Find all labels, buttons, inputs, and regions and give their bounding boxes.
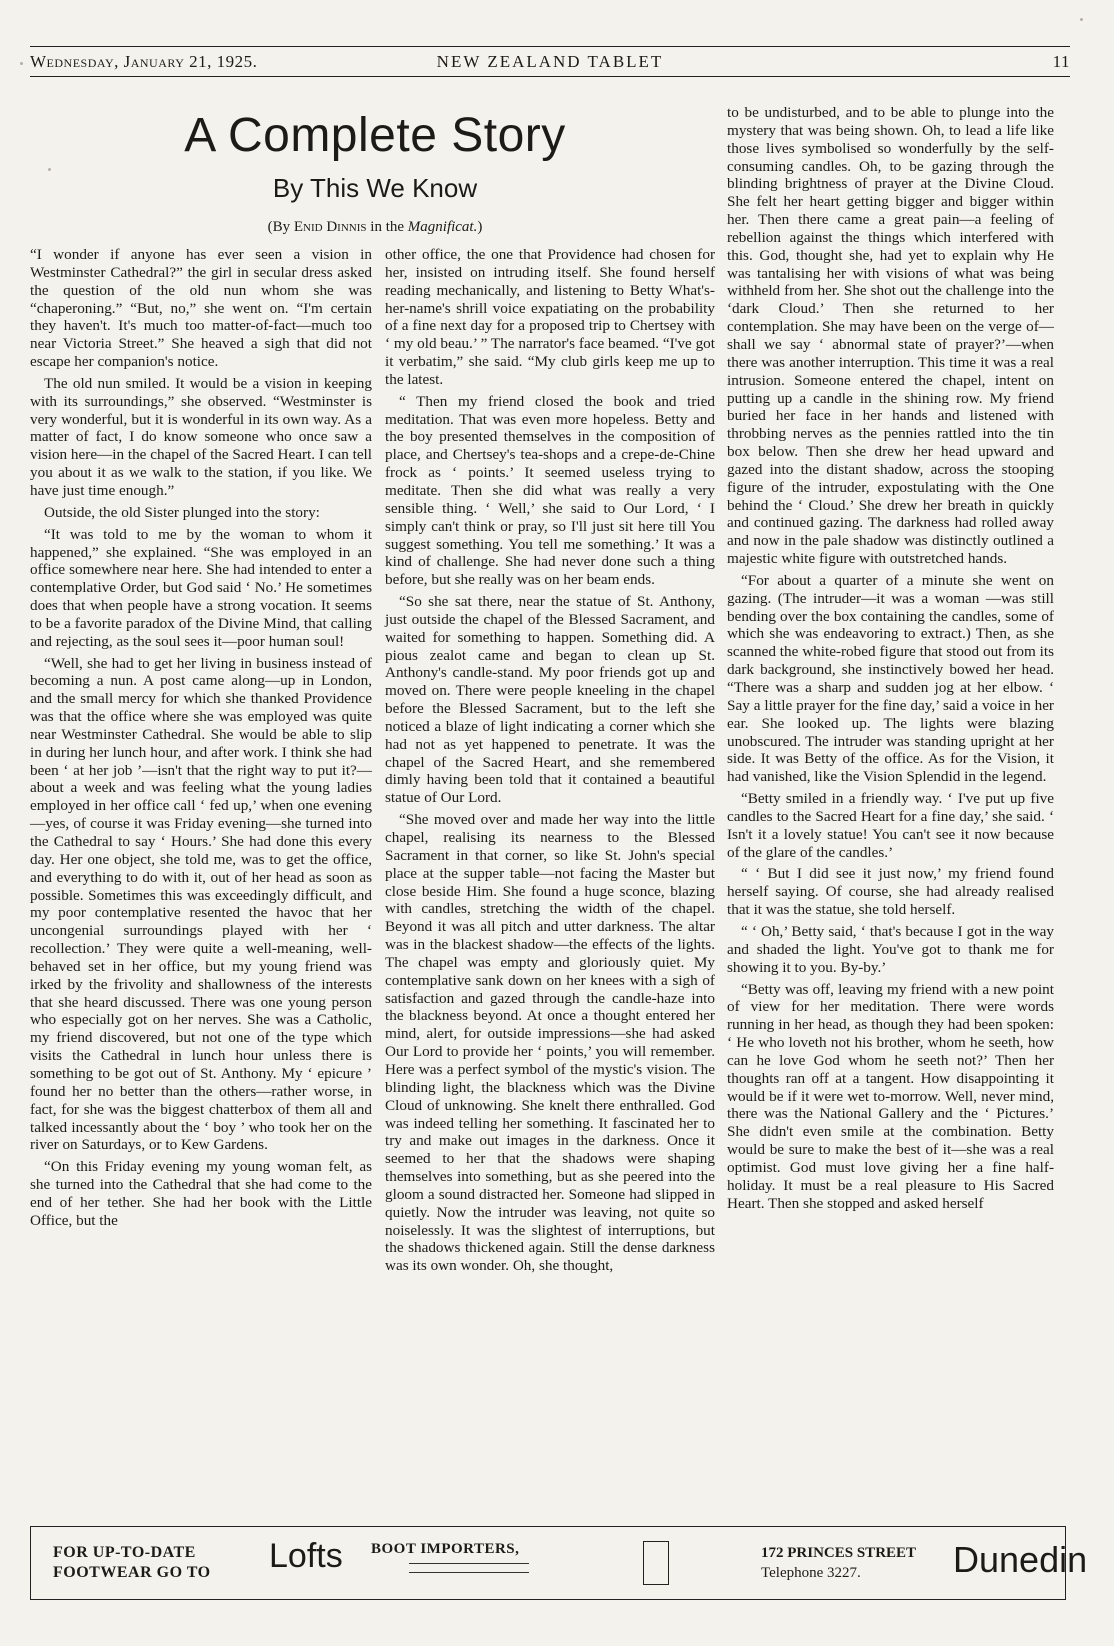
article-heading (30, 108, 720, 236)
byline-in: in the (370, 219, 405, 235)
paragraph: “ ‘ Oh,’ Betty said, ‘ that's because I got in the way and shaded the light. You've got to thank me for showing it to you. By-by.’ (727, 922, 1054, 976)
paper-speck (48, 168, 51, 171)
paragraph: other office, the one that Providence had chosen for her, insisted on intruding itself. She found herself reading mechanically, and listening to Betty What's-her-name's shrill voice expatiating on the probability of a fine next day for a proposed trip to Chertsey with ‘ my old beau.’ ” The narrator's face beamed. “I've got it verbatim,” she said. “My club girls keep me up to the latest. (385, 246, 715, 388)
footwear-advertisement (30, 1526, 1088, 1600)
article-title: A Complete Story (184, 109, 566, 162)
byline-suffix: ) (477, 219, 483, 235)
paragraph: “ ‘ But I did see it just now,’ my friend found herself saying. Of course, she had already realised that it was the statue, she told herself. (727, 865, 1054, 919)
article-subtitle: By This We Know (272, 173, 478, 203)
ad-brand: Lofts (269, 1537, 343, 1575)
ad-city: Dunedin (953, 1539, 1088, 1580)
paragraph: “So she sat there, near the statue of St. Anthony, just outside the chapel of the Blessed Sacrament, and waited for something to happen. Something did. A pious zealot came and began to clean up St. Anthony's candle-stand. My poor friends got up and moved on. There were people kneeling in the chapel before the Blessed Sacrament, but to the left she noticed a blaze of light indicating a corner which she had not as yet happened to penetrate. It was the chapel of the Sacred Heart, and she remembered dimly having been told that it contained a beautiful statue of Our Lord. (385, 593, 715, 807)
paragraph: “ Then my friend closed the book and tried meditation. That was even more hopeless. Betty and the boy presented themselves in the composition of place, and Chertsey's tea-shops and a crepe-de-Chine frock as ‘ points.’ It seemed useless trying to meditate. Then she did what was really a very sensible thing. ‘ Well,’ she said to Our Lord, ‘ I simply can't think or pray, so I'll just sit here till You suggest something. You tell me something.’ It was a kind of challenge. She had never done such a thing before, but she really was on her beam ends. (385, 392, 715, 589)
ornament-icon (409, 1563, 529, 1573)
column-1 (30, 246, 372, 1234)
paragraph: “Betty was off, leaving my friend with a new point of view for her meditation. There were words running in her head, as though they had been spoken: ‘ He who loveth not his brother, whom he seeth, how can he love God whom he seeth not?’ Then her thoughts ran off at a tangent. How disappointing it would be if it were wet to-morrow. Well, never mind, there was the National Gallery and the ‘ Pictures.’ She didn't even smile at the combination. Betty would be sure to make the best of it—she was a real optimist. God must love giving her a fine half-holiday. It must be a real pleasure to His Sacred Heart. Then she stopped and asked herself (727, 980, 1054, 1212)
byline-prefix: (By (267, 219, 291, 235)
page-header (30, 52, 1070, 74)
ad-street: 172 PRINCES STREET (761, 1545, 917, 1561)
byline (30, 218, 720, 236)
paper-speck (1080, 18, 1083, 21)
column-3 (727, 104, 1054, 1216)
paragraph: Outside, the old Sister plunged into the story: (44, 503, 320, 521)
paragraph: “It was told to me by the woman to whom it happened,” she explained. “She was employed in an office somewhere near here. She had intended to enter a contemplative Order, but God said ‘ No.’ He sometimes does that when people have a strong vocation. It seems to be a favorite paradox of the Divine Mind, that calling and rejecting, as the soul sees it—poor human soul! (30, 525, 372, 650)
paragraph: “Well, she had to get her living in business instead of becoming a nun. A post came along—up in London, and the small mercy for which she thanked Providence was that the office where she was employed was quite near Westminster Cathedral. She would be able to slip in during her lunch hour, and after work. I think she had been ‘ at her job ’—isn't that the right way to put it?—about a week and was feeling what the young ladies employed in her office call ‘ fed up,’ when one evening—yes, of course it was Friday evening—she turned into the Cathedral to say ‘ Hours.’ She had done this every day. Her one object, she told me, was to get the office, and everything to do with it, out of her head as soon as possible. Sometimes this was exceedingly difficult, and my poor contemplative resented the havoc that her uncongenial surroundings played with her ‘ recollection.’ They were quite a well-meaning, well-behaved set in her office, but my young friend was irked by the frivolity and shallowness of the interests that she heard discussed. There was one young person who especially got on her nerves. She was a Catholic, my friend discovered, but not one of the type which visits the Cathedral in lunch hour unless there is something to be got out of St. Anthony. My ‘ epicure ’ found her no better than the others—rather worse, in fact, for she was the biggest chatterbox of them all and talked incessantly about the ‘ boy ’ who took her on the river on Saturdays, or to Kew Gardens. (30, 654, 372, 1154)
byline-source: Magnificat. (407, 219, 478, 235)
ad-tagline (53, 1543, 211, 1583)
paper-speck (20, 62, 23, 65)
paragraph: “Betty smiled in a friendly way. ‘ I've put up five candles to the Sacred Heart for a fine day,’ she said. ‘ Isn't it a lovely statue! You can't see it now because of the glare of the candles.’ (727, 790, 1054, 861)
paragraph: “She moved over and made her way into the little chapel, realising its nearness to the Blessed Sacrament in that corner, so like St. John's special place at the supper table—not facing the Master but close beside Him. She found a huge sconce, blazing with candles, stretching the width of the chapel. Beyond it was all pitch and utter darkness. The altar was in the blackest shadow—the effects of the lights. The chapel was empty and gloriously quiet. My contemplative sank down on her knees with a sigh of satisfaction and gazed through the candle-haze into the blackness beyond. At once a thought entered her mind, alert, for outside impressions—she had asked Our Lord to provide her ‘ points,’ you will remember. Here was a perfect symbol of the mystic's vision. The blinding light, the blackness which was the Divine Cloud of unknowing. She knelt there enthralled. God was indeed telling her something. It fascinated her to try and make out images in the darkness. Once it seemed to her that the shadows were shaping themselves into something, but as she peered into the gloom a sound distracted her. Someone had slipped in quietly. Now the intruder was leaving, not quite so noiselessly. It was the slightest of interruptions, but the shadows thickened again. Still the dense darkness was its own wonder. Oh, she thought, (385, 811, 715, 1275)
byline-author: Enid Dinnis (293, 219, 367, 235)
page-number: 11 (1052, 52, 1070, 71)
paper-name: NEW ZEALAND TABLET (436, 52, 664, 71)
ad-telephone: Telephone 3227. (761, 1565, 861, 1581)
ad-tagline-line2: FOOTWEAR GO TO (53, 1564, 211, 1581)
paragraph: to be undisturbed, and to be able to plunge into the mystery that was being shown. Oh, to lead a life like those lives symbolised so wonderfully by the self-consuming candles. Oh, to be gazing through the blinding brightness of prayer at the Divine Cloud. She felt her heart getting bigger and bigger within her. Then there came a great pain—a feeling of rebellion against the things which interfered with this. God, thought she, had yet to explain why He was tantalising her with visions of what was being withheld from her. She shot out the challenge into the ‘dark Cloud.’ Then she returned to her contemplation. She may have been on the verge of—shall we say ‘ abnormal state of prayer?’—when there was another interruption. This time it was a real intrusion. Someone entered the chapel, intent on putting up a candle in the shining row. My friend buried her face in her hands and listened with throbbing nerves as the pennies rattled into the tin box below. Then she drew her head upward and gazed into the distant shadow, across the stooping figure of the intruder, expostulating with the One behind the ‘ Cloud.’ She drew her breath in quickly and continued gazing. The darkness had rolled away and now in the pale shadow was distinctly outlined a majestic white figure with outstretched hands. (727, 104, 1054, 568)
top-rule (30, 46, 1070, 47)
paragraph: “For about a quarter of a minute she went on gazing. (The intruder—it was a woman —was still bending over the box containing the candles, some of which she was endeavoring to extract.) Then, as she scanned the white-robed figure that stood out from its dark background, she instinctively bowed her head. “There was a sharp and sudden jog at her elbow. ‘ Say a little prayer for the fine day,’ said a voice in her ear. She looked up. The lights were blazing unobscured. The intruder was standing upright at her side. It was Betty of the office. As for the Vision, it had vanished, like the Vision Splendid in the legend. (727, 571, 1054, 786)
ad-address (761, 1543, 916, 1583)
ad-tagline-line1: FOR UP-TO-DATE (53, 1544, 196, 1561)
paragraph: “On this Friday evening my young woman felt, as she turned into the Cathedral that she had come to the end of her tether. She had her book with the Little Office, but the (30, 1158, 372, 1229)
paragraph: The old nun smiled. It would be a vision in keeping with its surroundings,” she observed. “Westminster is very wonderful, but it is wonderful in its own way. As a matter of fact, I do know someone who once saw a vision here—in the chapel of the Sacred Heart. I can tell you about it as we walk to the station, if you like. We have just time enough.” (30, 374, 373, 499)
ad-importers: BOOT IMPORTERS, (371, 1541, 520, 1557)
issue-date: Wednesday, January 21, 1925. (30, 52, 258, 71)
column-2 (385, 246, 715, 1279)
header-rule (30, 76, 1070, 77)
boot-placeholder-icon (643, 1541, 669, 1585)
paragraph: “I wonder if anyone has ever seen a vision in Westminster Cathedral?” the girl in secular dress asked the question of the old nun whom she was “chaperoning.” “But, no,” she went on. “I'm certain they haven't. It's much too matter-of-fact—much too near Victoria Street.” She heaved a sigh that did not escape her companion's notice. (30, 246, 372, 371)
